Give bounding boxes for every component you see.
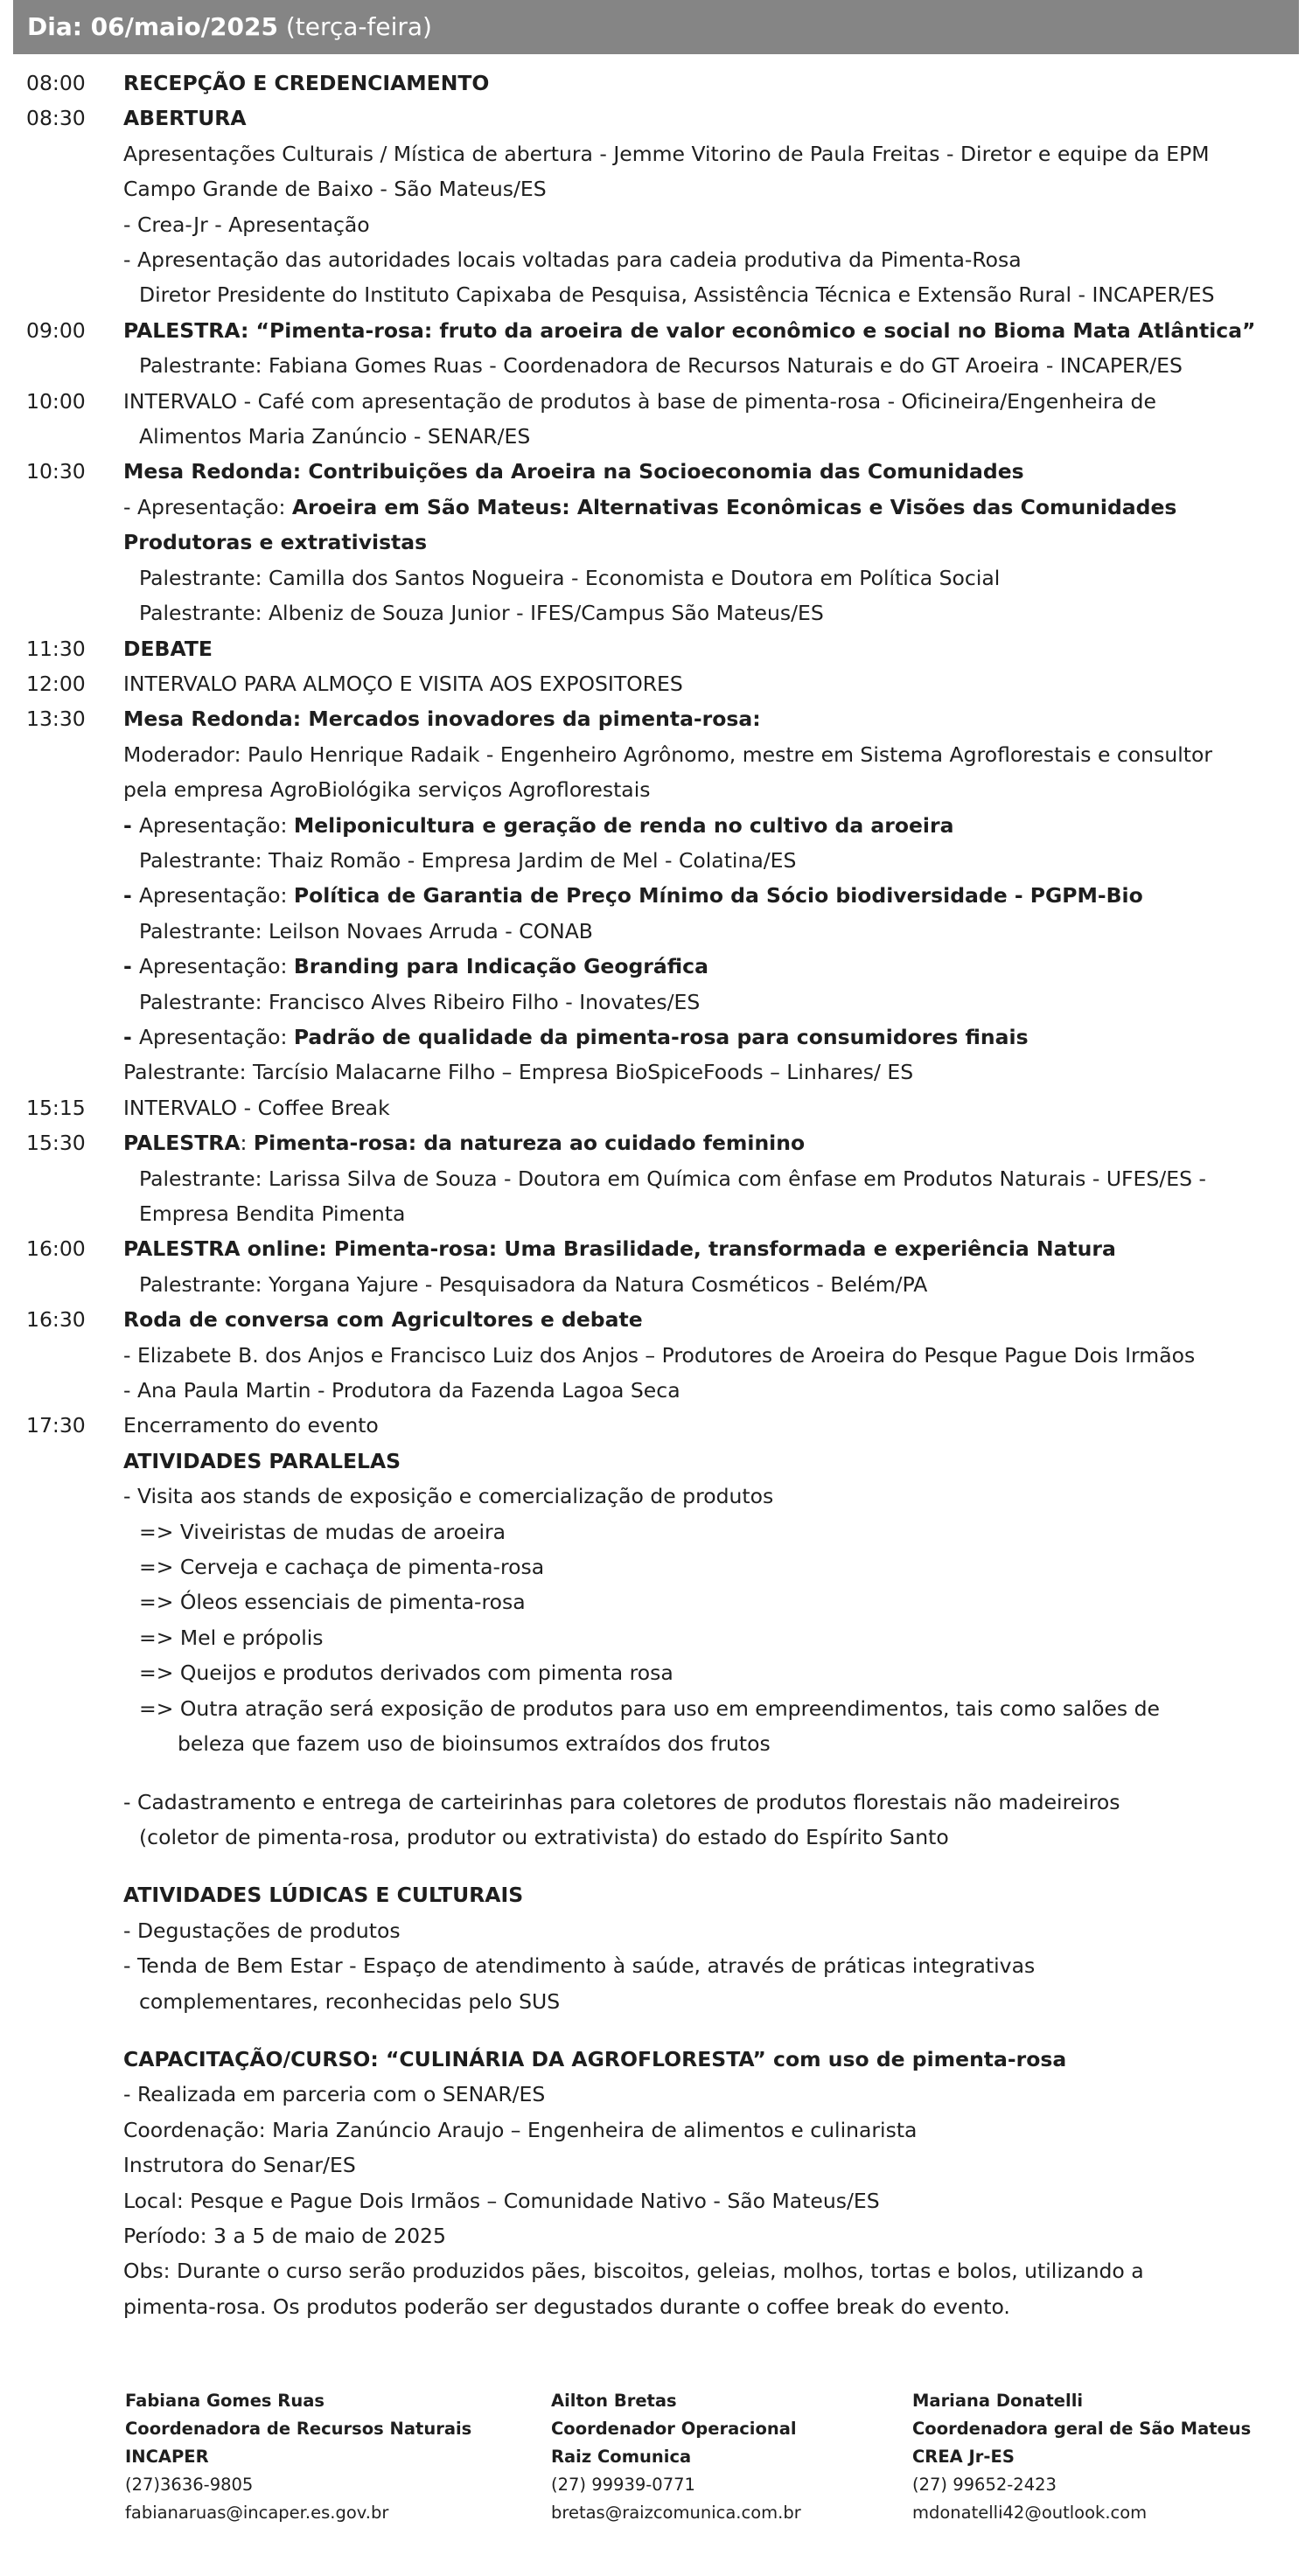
header-weekday: (terça-feira) xyxy=(285,12,432,41)
text: Apresentação: xyxy=(138,812,294,838)
contact-name: Mariana Donatelli xyxy=(912,2391,1084,2411)
text: Apresentação: xyxy=(138,883,294,909)
text: (coletor de pimenta-rosa, produtor ou extrativista) do estado do Espírito Santo xyxy=(139,1824,949,1849)
bold-text: Mesa Redonda: Mercados inovadores da pimenta-rosa: xyxy=(123,707,761,732)
bold-text: CAPACITAÇÃO/CURSO: “CULINÁRIA DA AGROFLORESTA” com uso de pimenta-rosa xyxy=(123,2046,1067,2071)
schedule-row xyxy=(0,1125,1312,1231)
contact-org: INCAPER xyxy=(125,2447,209,2467)
contact-card xyxy=(551,2387,801,2527)
text: - Ana Paula Martin - Produtora da Fazenda Lagoa Seca xyxy=(123,1378,680,1403)
schedule-line xyxy=(123,384,1260,419)
schedule-row xyxy=(0,66,1312,101)
contact-email: fabianaruas@incaper.es.gov.br xyxy=(125,2503,389,2523)
text: Palestrante: Larissa Silva de Souza - Doutora em Química com ênfase em Produtos Naturais - UFES/ES - xyxy=(139,1166,1206,1191)
text: Encerramento do evento xyxy=(123,1413,379,1438)
schedule-line xyxy=(123,1373,1260,1408)
text: Instrutora do Senar/ES xyxy=(123,2153,356,2178)
text: - Realizada em parceria com o SENAR/ES xyxy=(123,2082,546,2107)
text: INTERVALO - Coffee Break xyxy=(123,1095,390,1120)
schedule-line xyxy=(123,2113,1260,2148)
schedule-row xyxy=(0,313,1312,384)
schedule-line xyxy=(123,914,1260,949)
schedule-line xyxy=(123,525,1260,560)
bold-text: Meliponicultura e geração de renda no cultivo da aroeira xyxy=(293,812,954,838)
contact-email: mdonatelli42@outlook.com xyxy=(912,2503,1148,2523)
schedule-line xyxy=(123,1877,1260,1912)
schedule-line xyxy=(123,454,1260,489)
schedule-row xyxy=(0,1302,1312,1408)
contact-phone: (27)3636-9805 xyxy=(125,2475,254,2495)
text: Palestrante: Camilla dos Santos Nogueira - Economista e Doutora em Política Social xyxy=(139,565,1001,590)
schedule-row xyxy=(0,666,1312,701)
text: Apresentação: xyxy=(138,954,294,979)
schedule-time: 17:30 xyxy=(26,1413,86,1438)
bold-text: PALESTRA online: Pimenta-rosa: Uma Brasilidade, transformada e experiência Natura xyxy=(123,1236,1116,1262)
text: => Outra atração será exposição de produtos para uso em empreendimentos, tais como salões de xyxy=(139,1695,1160,1721)
text: Apresentações Culturais / Mística de abertura - Jemme Vitorino de Paula Freitas - Diretor e equipe da EPM xyxy=(123,141,1210,166)
schedule-list xyxy=(0,66,1312,2324)
spacer xyxy=(123,1855,1260,1877)
text: beleza que fazem uso de bioinsumos extraídos dos frutos xyxy=(178,1731,771,1757)
schedule-time: 16:30 xyxy=(26,1307,86,1333)
schedule-line xyxy=(123,1726,1260,1761)
schedule-line xyxy=(123,1444,1260,1479)
contact-email: bretas@raizcomunica.com.br xyxy=(551,2503,801,2523)
schedule-content xyxy=(123,66,1260,101)
schedule-content xyxy=(123,631,1260,666)
text: INTERVALO - Café com apresentação de produtos à base de pimenta-rosa - Oficineira/Engenheira de xyxy=(123,388,1156,414)
text: => Óleos essenciais de pimenta-rosa xyxy=(139,1590,526,1615)
bold-text: - xyxy=(123,1024,139,1049)
schedule-time: 16:00 xyxy=(26,1236,86,1262)
bold-text: DEBATE xyxy=(123,636,213,661)
schedule-content xyxy=(123,1125,1260,1231)
schedule-content xyxy=(123,701,1260,1090)
schedule-line xyxy=(123,631,1260,666)
text: Palestrante: Albeniz de Souza Junior - IFES/Campus São Mateus/ES xyxy=(139,601,824,626)
text: Moderador: Paulo Henrique Radaik - Engenheiro Agrônomo, mestre em Sistema Agroflorestais e consultor xyxy=(123,741,1212,767)
text: - Apresentação das autoridades locais voltadas para cadeia produtiva da Pimenta-Rosa xyxy=(123,247,1022,273)
bold-text: - xyxy=(123,883,139,909)
schedule-line xyxy=(123,419,1260,454)
schedule-line xyxy=(123,1231,1260,1266)
schedule-row xyxy=(0,101,1312,312)
contact-phone: (27) 99652-2423 xyxy=(912,2475,1057,2495)
bold-text: ABERTURA xyxy=(123,106,247,131)
schedule-row xyxy=(0,454,1312,630)
text: Palestrante: Tarcísio Malacarne Filho – Empresa BioSpiceFoods – Linhares/ ES xyxy=(123,1060,914,1085)
schedule-line xyxy=(123,490,1260,525)
spacer xyxy=(123,2019,1260,2042)
schedule-line xyxy=(123,1408,1260,1443)
bold-text: Política de Garantia de Preço Mínimo da Sócio biodiversidade - PGPM-Bio xyxy=(293,883,1143,909)
schedule-line xyxy=(123,2289,1260,2324)
schedule-content xyxy=(123,454,1260,630)
schedule-line xyxy=(123,348,1260,383)
text: Apresentação: xyxy=(138,1024,294,1049)
text: - Cadastramento e entrega de carteirinhas para coletores de produtos florestais não madeireiros xyxy=(123,1789,1120,1814)
schedule-line xyxy=(123,808,1260,843)
text: - Apresentação: xyxy=(123,494,292,519)
text: - Tenda de Bem Estar - Espaço de atendimento à saúde, através de práticas integrativas xyxy=(123,1953,1036,1979)
contact-name: Ailton Bretas xyxy=(551,2391,677,2411)
schedule-line xyxy=(123,2148,1260,2183)
schedule-line xyxy=(123,1984,1260,2019)
text: - Elizabete B. dos Anjos e Francisco Luiz dos Anjos – Produtores de Aroeira do Pesque Pague Dois Irmãos xyxy=(123,1342,1196,1368)
contact-role: Coordenadora de Recursos Naturais xyxy=(125,2419,472,2439)
header-date: Dia: 06/maio/2025 xyxy=(27,12,278,41)
bold-text: Produtoras e extrativistas xyxy=(123,530,428,555)
bold-text: PALESTRA: “Pimenta-rosa: fruto da aroeira de valor econômico e social no Bioma Mata Atlântica” xyxy=(123,317,1256,343)
schedule-line xyxy=(123,2218,1260,2253)
schedule-line xyxy=(123,101,1260,136)
bold-text: Branding para Indicação Geográfica xyxy=(293,954,708,979)
spacer xyxy=(123,1762,1260,1785)
text: => Queijos e produtos derivados com pimenta rosa xyxy=(139,1660,673,1686)
contact-name: Fabiana Gomes Ruas xyxy=(125,2391,325,2411)
day-header xyxy=(13,0,1299,54)
schedule-row xyxy=(0,1231,1312,1302)
schedule-line xyxy=(123,1338,1260,1373)
bold-text: PALESTRA xyxy=(123,1131,241,1156)
bold-text: Aroeira em São Mateus: Alternativas Econômicas e Visões das Comunidades xyxy=(291,494,1177,519)
schedule-content xyxy=(123,313,1260,384)
text: Palestrante: Leilson Novaes Arruda - CONAB xyxy=(139,918,593,943)
text: Palestrante: Yorgana Yajure - Pesquisadora da Natura Cosméticos - Belém/PA xyxy=(139,1271,928,1297)
text: : xyxy=(240,1131,254,1156)
schedule-content xyxy=(123,384,1260,455)
text: Coordenação: Maria Zanúncio Araujo – Engenheira de alimentos e culinarista xyxy=(123,2117,918,2142)
schedule-line xyxy=(123,1020,1260,1055)
schedule-time: 10:00 xyxy=(26,388,86,414)
schedule-line xyxy=(123,949,1260,984)
schedule-time: 09:00 xyxy=(26,317,86,343)
text: Diretor Presidente do Instituto Capixaba de Pesquisa, Assistência Técnica e Extensão Rural - INCAPER/ES xyxy=(139,282,1215,308)
bold-text: - xyxy=(123,812,139,838)
schedule-line xyxy=(123,701,1260,736)
schedule-line xyxy=(123,1820,1260,1855)
text: pela empresa AgroBiológika serviços Agroflorestais xyxy=(123,777,651,803)
bold-text: Pimenta-rosa: da natureza ao cuidado feminino xyxy=(253,1131,806,1156)
contact-role: Coordenador Operacional xyxy=(551,2419,797,2439)
schedule-line xyxy=(123,772,1260,807)
schedule-line xyxy=(123,595,1260,630)
text: => Cerveja e cachaça de pimenta-rosa xyxy=(139,1555,545,1580)
schedule-line xyxy=(123,985,1260,1020)
schedule-line xyxy=(123,878,1260,913)
text: - Degustações de produtos xyxy=(123,1918,401,1943)
schedule-line xyxy=(123,207,1260,242)
schedule-row xyxy=(0,384,1312,455)
text: Palestrante: Fabiana Gomes Ruas - Coordenadora de Recursos Naturais e do GT Aroeira - INCAPER/ES xyxy=(139,353,1183,379)
contact-role: Coordenadora geral de São Mateus xyxy=(912,2419,1252,2439)
schedule-line xyxy=(123,1948,1260,1983)
text: - Visita aos stands de exposição e comercialização de produtos xyxy=(123,1484,774,1509)
text: => Viveiristas de mudas de aroeira xyxy=(139,1519,506,1544)
schedule-content xyxy=(123,1090,1260,1125)
schedule-content xyxy=(123,1408,1260,2324)
schedule-line xyxy=(123,1913,1260,1948)
text: Local: Pesque e Pague Dois Irmãos – Comunidade Nativo - São Mateus/ES xyxy=(123,2188,880,2213)
schedule-line xyxy=(123,313,1260,348)
schedule-line xyxy=(123,171,1260,206)
schedule-row xyxy=(0,1090,1312,1125)
text: INTERVALO PARA ALMOÇO E VISITA AOS EXPOSITORES xyxy=(123,671,683,696)
text: Período: 3 a 5 de maio de 2025 xyxy=(123,2223,446,2248)
bold-text: ATIVIDADES LÚDICAS E CULTURAIS xyxy=(123,1883,524,1908)
schedule-time: 12:00 xyxy=(26,671,86,696)
text: complementares, reconhecidas pelo SUS xyxy=(139,1988,561,2014)
contact-card xyxy=(912,2387,1251,2527)
bold-text: Roda de conversa com Agricultores e debate xyxy=(123,1307,643,1333)
text: - Crea-Jr - Apresentação xyxy=(123,212,370,237)
schedule-line xyxy=(123,2077,1260,2112)
schedule-line xyxy=(123,1584,1260,1619)
schedule-content xyxy=(123,1231,1260,1302)
schedule-line xyxy=(123,560,1260,595)
contact-card xyxy=(125,2387,471,2527)
schedule-line xyxy=(123,1479,1260,1514)
text: Campo Grande de Baixo - São Mateus/ES xyxy=(123,177,547,202)
schedule-row xyxy=(0,701,1312,1090)
text: Palestrante: Thaiz Romão - Empresa Jardim de Mel - Colatina/ES xyxy=(139,847,797,873)
text: Palestrante: Francisco Alves Ribeiro Filho - Inovates/ES xyxy=(139,989,701,1014)
schedule-time: 13:30 xyxy=(26,707,86,732)
contact-org: Raiz Comunica xyxy=(551,2447,692,2467)
schedule-content xyxy=(123,1302,1260,1408)
bold-text: - xyxy=(123,954,139,979)
schedule-line xyxy=(123,2042,1260,2077)
schedule-line xyxy=(123,1549,1260,1584)
schedule-line xyxy=(123,1196,1260,1231)
schedule-line xyxy=(123,666,1260,701)
schedule-line xyxy=(123,1655,1260,1690)
schedule-line xyxy=(123,1161,1260,1196)
bold-text: Padrão de qualidade da pimenta-rosa para consumidores finais xyxy=(293,1024,1029,1049)
schedule-line xyxy=(123,1620,1260,1655)
schedule-content xyxy=(123,666,1260,701)
schedule-line xyxy=(123,1514,1260,1549)
bold-text: RECEPÇÃO E CREDENCIAMENTO xyxy=(123,71,490,95)
schedule-row xyxy=(0,631,1312,666)
schedule-line xyxy=(123,843,1260,878)
schedule-line xyxy=(123,2183,1260,2218)
schedule-line xyxy=(123,1125,1260,1160)
schedule-line xyxy=(123,277,1260,312)
schedule-line xyxy=(123,66,1260,101)
schedule-time: 08:00 xyxy=(26,71,86,95)
schedule-time: 10:30 xyxy=(26,459,86,484)
contact-phone: (27) 99939-0771 xyxy=(551,2475,695,2495)
schedule-line xyxy=(123,242,1260,277)
schedule-content xyxy=(123,101,1260,312)
text: => Mel e própolis xyxy=(139,1625,324,1650)
schedule-line xyxy=(123,1090,1260,1125)
text: Empresa Bendita Pimenta xyxy=(139,1201,406,1226)
bold-text: Mesa Redonda: Contribuições da Aroeira na Socioeconomia das Comunidades xyxy=(123,459,1024,484)
schedule-line xyxy=(123,2253,1260,2288)
schedule-time: 15:15 xyxy=(26,1095,86,1120)
text: Obs: Durante o curso serão produzidos pães, biscoitos, geleias, molhos, tortas e bolos, utilizando a xyxy=(123,2259,1144,2284)
schedule-line xyxy=(123,1267,1260,1302)
schedule-line xyxy=(123,1785,1260,1820)
schedule-time: 08:30 xyxy=(26,106,86,131)
contact-org: CREA Jr-ES xyxy=(912,2447,1015,2467)
schedule-time: 11:30 xyxy=(26,636,86,661)
schedule-line xyxy=(123,136,1260,171)
text: Alimentos Maria Zanúncio - SENAR/ES xyxy=(139,424,531,449)
schedule-line xyxy=(123,1691,1260,1726)
text: pimenta-rosa. Os produtos poderão ser degustados durante o coffee break do evento. xyxy=(123,2294,1010,2319)
bold-text: ATIVIDADES PARALELAS xyxy=(123,1448,401,1473)
schedule-line xyxy=(123,1302,1260,1337)
schedule-line xyxy=(123,737,1260,772)
schedule-line xyxy=(123,1055,1260,1090)
schedule-time: 15:30 xyxy=(26,1131,86,1156)
schedule-row xyxy=(0,1408,1312,2324)
